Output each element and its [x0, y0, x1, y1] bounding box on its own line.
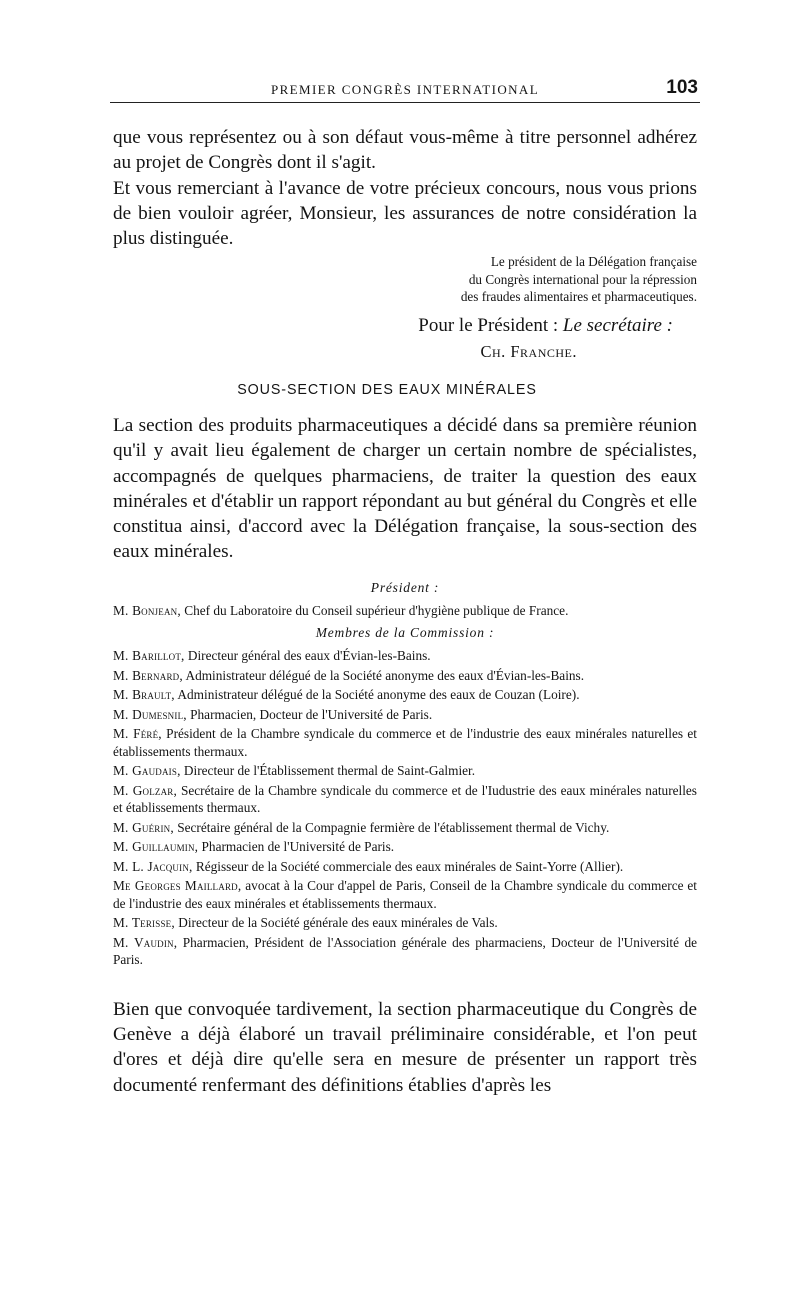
member-entry — [113, 877, 697, 912]
signature-secretaire: Le secrétaire : — [562, 314, 673, 336]
president-heading: Président : — [370, 579, 440, 595]
signature-title — [353, 253, 697, 306]
commission-members — [113, 647, 697, 969]
member-entry — [113, 647, 697, 665]
member-name: M. Vaudin, — [113, 934, 178, 950]
member-name: M. Gaudais, — [113, 763, 181, 779]
member-entry — [113, 686, 697, 704]
page-number: 103 — [666, 77, 698, 98]
page-body — [113, 125, 697, 1098]
member-description: Administrateur délégué de la Société anonyme des eaux de Couzan (Loire). — [174, 687, 580, 703]
signature-name: Ch. Franche. — [480, 341, 577, 361]
member-description: avocat à la Cour d'appel de Paris, Conseil de la Chambre syndicale du commerce et de l'industrie des eaux minérales et établissements thermaux. — [113, 878, 697, 911]
commission-heading: Membres de la Commission : — [315, 625, 495, 641]
signature-title-line: Le président de la Délégation française — [490, 254, 697, 270]
member-description: Secrétaire de la Chambre syndicale du commerce et de l'Iudustrie des eaux minérales naturelles et établissements thermaux. — [113, 782, 697, 816]
section-intro: La section des produits pharmaceutiques a décidé dans sa première réunion qu'il y avait lieu également de charger un certain nombre de spécialistes, accompagnés de quelques pharmaciens, de traiter la question des eaux minérales et d'établir un rapport répondant au but général du Congrès et elle constitua ainsi, d'accord avec la Délégation française, la sous-section des eaux minérales. — [113, 414, 697, 563]
member-entry — [113, 782, 697, 817]
member-name: M. Golzar, — [113, 782, 178, 798]
member-description: Directeur de la Société générale des eaux minérales de Vals. — [174, 915, 498, 931]
member-name: M. L. Jacquin, — [113, 858, 193, 874]
member-name: M. Dumesnil, — [113, 706, 187, 722]
letter-paragraph-1: que vous représentez ou à son défaut vous-même à titre personnel adhérez au projet de Congrès dont il s'agit. — [113, 127, 697, 174]
section-title: SOUS-SECTION DES EAUX MINÉRALES — [237, 381, 537, 398]
signature-title-line: des fraudes alimentaires et pharmaceutiques. — [460, 289, 697, 305]
signature-pour: Pour le Président : — [418, 314, 563, 336]
member-name: M. Féré, — [113, 726, 162, 742]
member-description: Directeur général des eaux d'Évian-les-Bains. — [184, 648, 431, 664]
running-title: PREMIER CONGRÈS INTERNATIONAL — [270, 82, 540, 97]
member-entry — [113, 706, 697, 724]
letter-paragraph-2: Et vous remerciant à l'avance de votre précieux concours, nous vous prions de bien vouloir agréer, Monsieur, les assurances de notre considération la plus distinguée. — [113, 177, 697, 250]
member-entry — [113, 934, 697, 969]
member-description: Secrétaire général de la Compagnie fermière de l'établissement thermal de Vichy. — [173, 819, 610, 835]
member-description: Pharmacien, Docteur de l'Université de Paris. — [186, 706, 433, 722]
member-description: Directeur de l'Établissement thermal de Saint-Galmier. — [180, 763, 476, 779]
member-entry — [113, 838, 697, 856]
member-name: M. Guérin, — [113, 819, 174, 835]
member-description: Administrateur délégué de la Société anonyme des eaux d'Évian-les-Bains. — [182, 667, 585, 683]
member-name: M. Brault, — [113, 687, 175, 703]
member-description: Président de la Chambre syndicale du commerce et de l'industrie des eaux minérales naturelles et établissements thermaux. — [113, 726, 697, 759]
member-entry — [113, 667, 697, 685]
signature-pour-line — [113, 312, 697, 340]
member-entry — [113, 914, 697, 932]
member-name: Me Georges Maillard, — [113, 878, 242, 894]
member-name: M. Terisse, — [113, 915, 175, 931]
member-description: Chef du Laboratoire du Conseil supérieur d'hygiène publique de France. — [180, 602, 569, 618]
member-description: Pharmacien, Président de l'Association générale des pharmaciens, Docteur de l'Université de Paris. — [113, 934, 697, 968]
member-description: Régisseur de la Société commerciale des eaux minérales de Saint-Yorre (Allier). — [192, 858, 624, 874]
signature-title-line: du Congrès international pour la répression — [468, 271, 697, 287]
president-entry — [113, 602, 697, 620]
signature-block — [113, 253, 697, 364]
member-name: M. Bonjean, — [113, 602, 181, 618]
member-entry — [113, 858, 697, 876]
member-entry — [113, 725, 697, 760]
member-entry — [113, 762, 697, 780]
closing-paragraph: Bien que convoquée tardivement, la section pharmaceutique du Congrès de Genève a déjà élaboré un travail préliminaire considérable, et l'on peut d'ores et déjà dire qu'elle sera en mesure de présenter un rapport très documenté renfermant des définitions établies d'après les — [113, 998, 697, 1096]
member-description: Pharmacien de l'Université de Paris. — [198, 839, 395, 855]
member-name: M. Barillot, — [113, 648, 185, 664]
member-name: M. Bernard, — [113, 667, 183, 683]
member-name: M. Guillaumin, — [113, 839, 199, 855]
page-header — [110, 78, 700, 103]
member-entry — [113, 819, 697, 837]
